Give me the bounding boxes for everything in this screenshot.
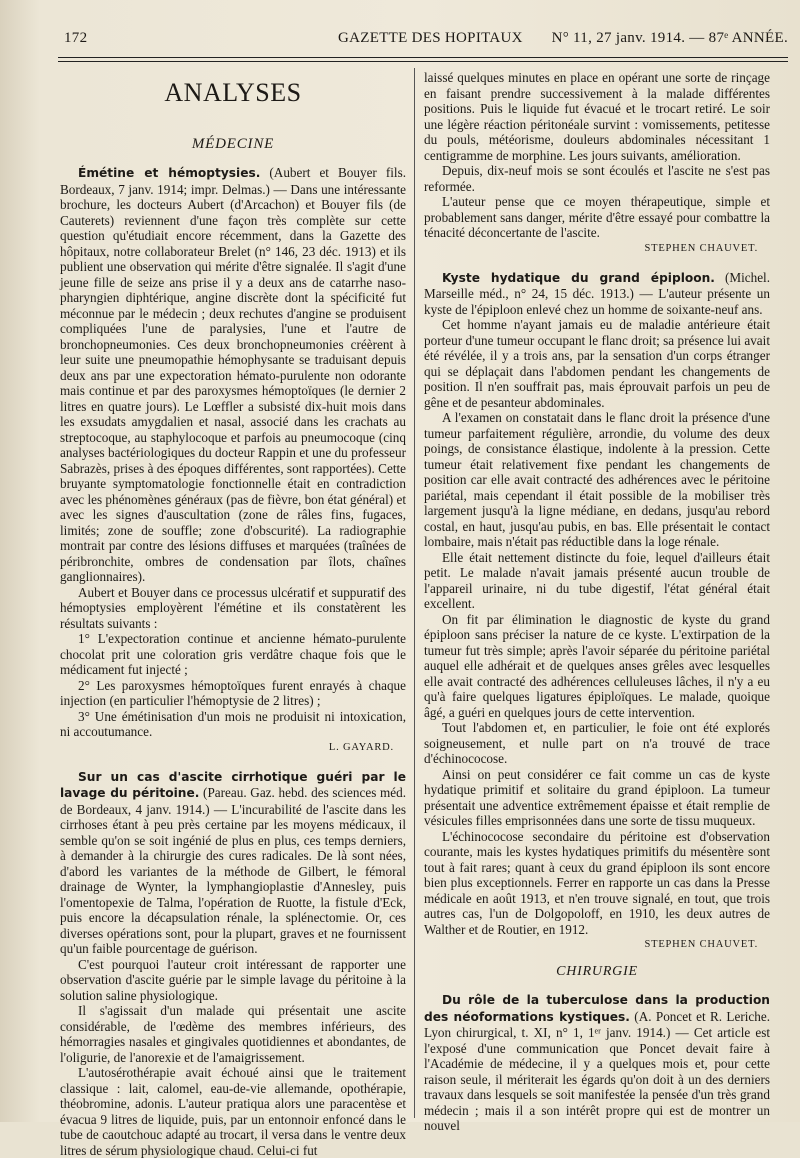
left-column [60,70,407,1158]
paragraph: 1° L'expectoration continue et ancienne hémato-purulente chocolat prit une coloration gris verdâtre chaque fois que le médicament fut injecté ; [60,631,406,677]
page-number: 172 [64,30,88,46]
paragraph: Ainsi on peut considérer ce fait comme un cas de kyste hydatique primitif et solitaire du grand épiploon. La tumeur présentait une adventice extrêmement épaisse et était remplie de vésicules filles emprisonnées dans une sorte de tissu muqueux. [424,766,770,828]
paragraph: Tout l'abdomen et, en particulier, le foie ont été explorés soigneusement, et nulle part on n'a trouvé de trace d'échinococose. [424,720,770,766]
article-text: (Michel. Marseille méd., n° 24, 15 déc. 1913.) — L'auteur présente un kyste de l'épiploon enlevé chez un homme de soixante-neuf ans. [424,269,771,317]
subsection-medecine: MÉDECINE [191,136,275,152]
article-emetine [60,165,406,585]
section-title: ANALYSES [164,78,302,107]
article-title: Kyste hydatique du grand épiploon. [442,270,715,285]
paragraph: L'auteur pense que ce moyen thérapeutique, simple et probablement sans danger, mérite d'être essayé pour combattre la ténacité déconcertante de l'ascite. [424,194,770,240]
article-title: Émétine et hémoptysies. [78,166,261,180]
paragraph: A l'examen on constatait dans le flanc droit la présence d'une tumeur parfaitement régulière, arrondie, du volume des deux poings, de consistance élastique, indolente à la pression. Cette tumeur était relativement fixe pendant les changements de position car elle avait contracté des adhérences avec le péritoine pariétal, mais cependant il était possible de la mobiliser très largement jusqu'à la ligne médiane, en dedans, jusqu'au rebord costal, en haut, jusqu'au pubis, en bas. Elle présentait le contact lombaire, mais n'était pas réductible dans la loge rénale. [424,410,770,549]
paragraph: L'échinococose secondaire du péritoine est d'observation courante, mais les kystes hydatiques primitifs du mésentère sont tout à fait rares; quant à ceux du grand épiploon ils sont encore bien plus exceptionnels. Ferrer en rapporte un cas dans la Presse médicale en août 1913, et n'en trouve signalé, en tout, que trois autres cas, l'un de Dolgopoloff, en 1910, les deux autres de Walther et de Routier, en 1912. [424,828,770,937]
paragraph: 3° Une émétinisation d'un mois ne produisit ni intoxication, ni accoutumance. [60,708,406,739]
running-header [48,30,788,52]
header-rule-thin [58,61,788,62]
journal-title: GAZETTE DES HOPITAUX [338,30,523,46]
paragraph: Aubert et Bouyer dans ce processus ulcératif et suppuratif des hémoptysies employèrent l'émétine et ils constatèrent les résultats suivants : [60,584,406,631]
issue-info: N° 11, 27 janv. 1914. — 87ᵉ ANNÉE. [551,30,788,46]
subsection-chirurgie: CHIRURGIE [556,964,638,979]
signature: L. GAYARD. [328,741,394,753]
signature: STEPHEN CHAUVET. [644,939,758,950]
article-text: (Pareau. Gaz. hebd. des sciences méd. de Bordeaux, 4 janv. 1914.) — L'incurabilité de l'ascite dans les cirrhoses étant à peu près certaine par les moyens médicaux, il semble qu'on se soit ingénié de plus en plus, ces temps derniers, à demander à la chirurgie des cures radicales. De là sont nées, d'abord les variantes de la méthode de Gilbert, le fémoral drainage de Wynter, la lymphangioplastie d'Annesley, puis l'omentopexie de Talma, l'opération de Ruotte, la fistule d'Eck, puis encore la décapsulation rénale, la splénectomie. Or, ces diverses opérations sont, pour la plupart, graves et ne fournissent qu'un faible pourcentage de guérison. [60,785,407,956]
article-ascite [60,769,406,957]
article-text: (A. Poncet et R. Leriche. Lyon chirurgical, t. XI, n° 1, 1ᵉʳ janv. 1914.) — Cet article est l'exposé d'une communication que Poncet devait faire à l'Académie de médecine, il y a quelques mois et, pour cette raison seule, il mériterait les égards qu'on doit à un des derniers travaux dans lesquels se soit manifestée la pensée d'un très grand médecin ; mais il a son intérêt propre qui est de montrer un nouvel [424,1008,770,1133]
paragraph: Depuis, dix-neuf mois se sont écoulés et l'ascite ne s'est pas reformée. [424,163,770,194]
header-rule-thick [58,57,788,58]
paragraph: C'est pourquoi l'auteur croit intéressant de rapporter une observation d'ascite guérie par le simple lavage du péritoine à la solution saline physiologique. [60,956,406,1003]
paragraph: laissé quelques minutes en place en opérant une sorte de rinçage en faisant prendre successivement à la malade différentes positions. Puis le liquide fut évacué et le trocart retiré. Le soir une légère réaction péritonéale survint : vomissements, petitesse du pouls, météorisme, douleurs abdominales nécessitant 1 centigramme de morphine. Les jours suivants, amélioration. [424,70,770,163]
article-kyste [424,270,770,318]
article-tuberculose [424,992,770,1134]
article-text: (Aubert et Bouyer fils. Bordeaux, 7 janv. 1914; impr. Delmas.) — Dans une intéressante brochure, les docteurs Aubert (d'Arcachon) et Bouyer fils (de Cauterets) reviennent d'une façon très complète sur cette question qu'étudiait encore récemment, dans la Gazette des hôpitaux, notre collaborateur Brelet (n° 146, 23 déc. 1913) et ils publient une observation qui mérite d'être signalée. Il s'agit d'une jeune fille de seize ans prise il y a deux ans de catarrhe naso-pharyngien diphtérique, angine discrète dont la spécificité fut méconnue par le médecin ; deux rechutes d'angine se produisent compliquées l'une de paralysies, l'une et l'autre de bronchopneumonies. Ces deux bronchopneumonies créèrent à leur suite une pneumopathie hémophysante se traduisant depuis deux ans par une expectoration hémato-purulente non odorante mais continue et par des paroxysmes hémoptoïques (le dernier 2 litres en quatre jours). Le Lœffler a subsisté dix-huit mois dans les exsudats amygdalien et nasal, associé dans les crachats au streptocoque, au staphylocoque et parfois au pneumocoque (cinq analyses bactériologiques du docteur Rappin et une du professeur Sabrazès, prises à des époques différentes, sont rapportées). Cette bruyante symptomatologie fonctionnelle était en contradiction avec les phénomènes généraux (pas de fièvre, bon état général) et avec les signes d'auscultation (zone de râles fins, fugaces, limités; zone de souffle; zone d'obscurité). La radiographie montrait par contre des lésions diffuses et marquées (traînées de péribronchite, ombres de condensation par îlots, chaînes ganglionnaires). [60,165,407,584]
article-title: Du rôle de la tuberculose dans la production des néoformations kystiques. [424,993,770,1024]
paragraph: Il s'agissait d'un malade qui présentait une ascite considérable, de l'œdème des membres inférieurs, des hémorragies nasales et gingivales quotidiennes et abondantes, de l'oligurie, de l'anorexie et de l'amaigrissement. [60,1003,406,1065]
signature: STEPHEN CHAUVET. [644,242,758,254]
paragraph: On fit par élimination le diagnostic de kyste du grand épiploon sans préciser la nature de ce kyste. L'extirpation de la tumeur fut très simple; après l'avoir séparée du péritoine pariétal auquel elle adhérait et de quelques anses grêles avec lesquelles elle avait contracté des adhérences celluleuses lâches, il n'y a eu qu'à faire quelques ligatures épiploïques. Le malade, quoique âgé, a guéri en quelques jours de cette intervention. [424,611,770,720]
article-title: Sur un cas d'ascite cirrhotique guéri par le lavage du péritoine. [60,769,406,800]
paragraph: 2° Les paroxysmes hémoptoïques furent enrayés à chaque injection (en particulier l'hémoptysie de 2 litres) ; [60,677,406,708]
paragraph: L'autosérothérapie avait échoué ainsi que le traitement classique : lait, calomel, eau-de-vie allemande, opothérapie, théobromine, adonis. L'auteur pratiqua alors une paracentèse et évacua 9 litres de liquide, puis, par un entonnoir enfoncé dans le tube de caoutchouc adapté au trocart, il versa dans le ventre deux litres de sérum physiologique chaud. Celui-ci fut [60,1065,406,1158]
paragraph: Cet homme n'ayant jamais eu de maladie antérieure était porteur d'une tumeur occupant le flanc droit; sa présence lui avait été révélée, il y a trois ans, par la sensation d'un corps étranger qui se déplaçait dans l'abdomen pendant les changements de position. Il n'en souffrait pas, mais éprouvait parfois un peu de gêne et de pesanteur abdominales. [424,317,770,410]
right-column [424,70,771,1133]
column-divider [414,68,415,1118]
paragraph: Elle était nettement distincte du foie, lequel d'ailleurs était petit. Le malade n'avait jamais présenté aucun trouble de l'appareil urinaire, ni du tube digestif, l'état général était excellent. [424,549,770,611]
